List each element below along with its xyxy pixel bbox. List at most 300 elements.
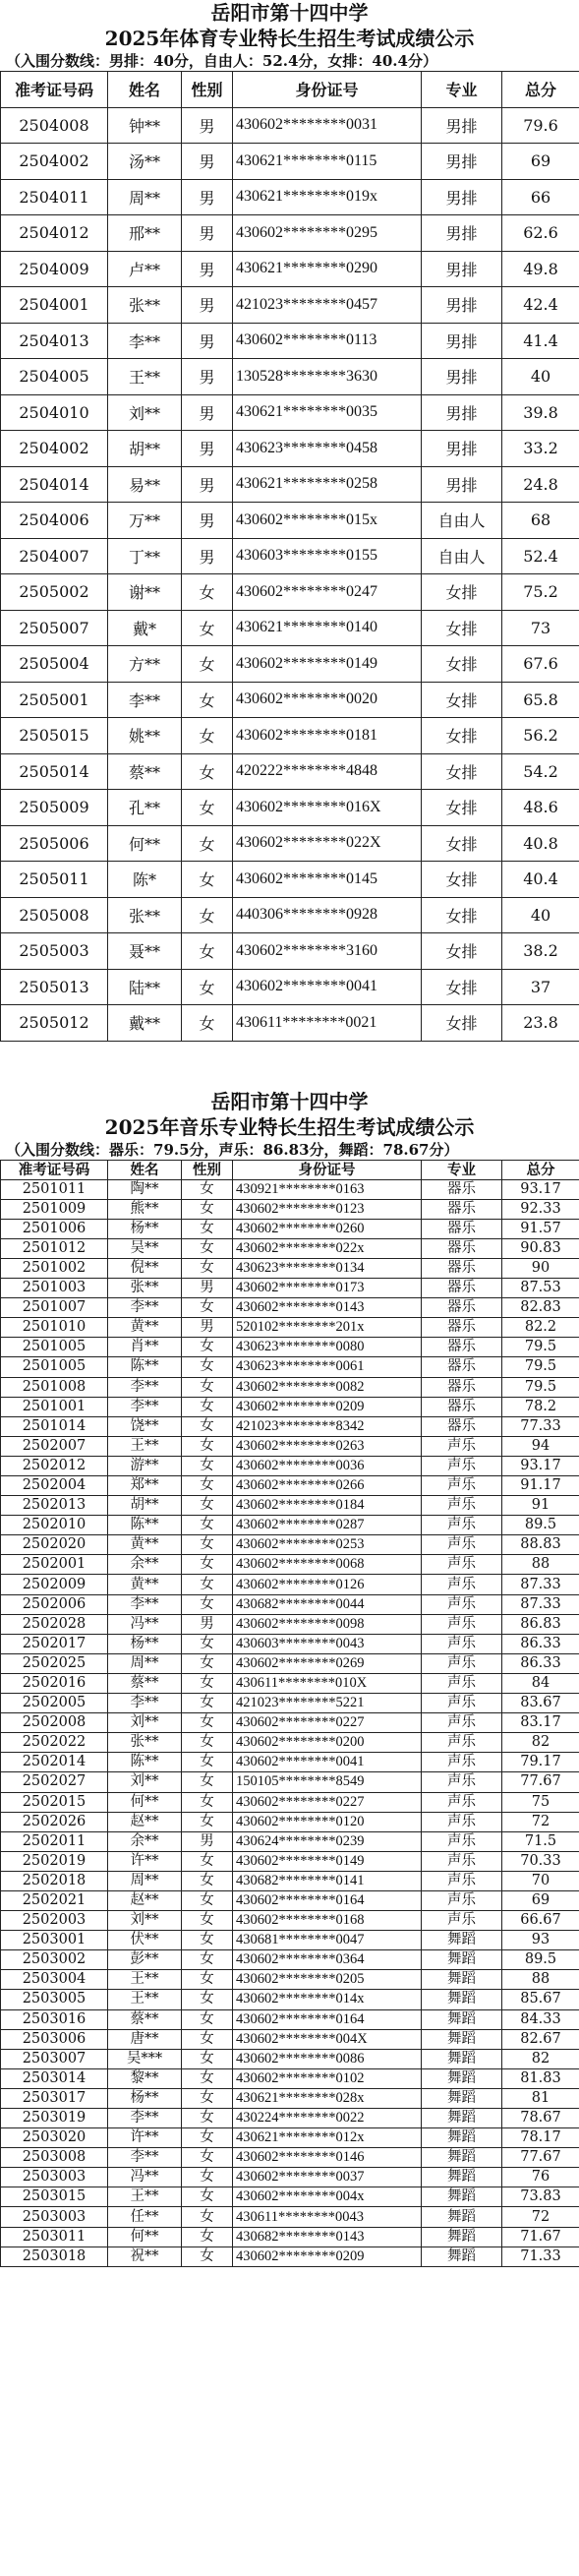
gender-cell: 女 <box>182 1179 233 1199</box>
major-cell: 舞蹈 <box>422 1970 502 1990</box>
table-row <box>1 1496 579 1516</box>
name-cell: 杨** <box>108 1219 182 1238</box>
id-number-cell: 430611********0043 <box>233 2207 422 2227</box>
name-cell: 孔** <box>108 790 182 826</box>
exam-no-cell: 2503007 <box>1 2049 108 2068</box>
major-cell: 声乐 <box>422 1694 502 1713</box>
id-number-cell: 430602********0247 <box>233 574 422 611</box>
major-cell: 器乐 <box>422 1338 502 1357</box>
table-row <box>1 2088 579 2108</box>
gender-cell: 女 <box>182 1694 233 1713</box>
id-number-cell: 430602********0068 <box>233 1555 422 1575</box>
score-cell: 72 <box>502 1812 579 1831</box>
gender-cell: 女 <box>182 2029 233 2049</box>
score-cell: 93.17 <box>502 1456 579 1475</box>
major-cell: 男排 <box>422 466 502 503</box>
table-row <box>1 1219 579 1238</box>
name-cell: 陶** <box>108 1179 182 1199</box>
major-cell: 器乐 <box>422 1258 502 1278</box>
gender-cell: 女 <box>182 1496 233 1516</box>
gender-cell: 女 <box>182 969 233 1005</box>
id-number-cell: 430921********0163 <box>233 1179 422 1199</box>
major-cell: 舞蹈 <box>422 1950 502 1970</box>
gender-cell: 女 <box>182 2009 233 2029</box>
music-header-row <box>1 1160 579 1179</box>
table-row <box>1 1931 579 1950</box>
id-number-cell: 430602********0037 <box>233 2168 422 2187</box>
id-number-cell: 430602********022X <box>233 825 422 862</box>
id-number-cell: 430224********0022 <box>233 2109 422 2128</box>
name-cell: 聂** <box>108 933 182 970</box>
name-cell: 李** <box>108 1377 182 1397</box>
sports-table <box>0 71 579 1042</box>
score-cell: 71.33 <box>502 2247 579 2266</box>
id-number-cell: 430602********0149 <box>233 646 422 683</box>
major-cell: 男排 <box>422 179 502 215</box>
score-cell: 75 <box>502 1792 579 1812</box>
exam-no-cell: 2502011 <box>1 1831 108 1851</box>
table-row <box>1 1831 579 1851</box>
exam-no-cell: 2503015 <box>1 2187 108 2207</box>
name-cell: 赵** <box>108 1890 182 1910</box>
gender-cell: 女 <box>182 1377 233 1397</box>
score-cell: 62.6 <box>502 215 579 252</box>
id-number-cell: 430602********016X <box>233 790 422 826</box>
major-cell: 男排 <box>422 107 502 144</box>
exam-no-cell: 2505013 <box>1 969 108 1005</box>
name-cell: 何** <box>108 2227 182 2247</box>
name-cell: 吴** <box>108 1238 182 1258</box>
gender-cell: 女 <box>182 1298 233 1318</box>
name-cell: 陆** <box>108 969 182 1005</box>
exam-no-cell: 2502008 <box>1 1713 108 1733</box>
major-cell: 舞蹈 <box>422 2009 502 2029</box>
name-cell: 黄** <box>108 1575 182 1594</box>
exam-no-cell: 2504014 <box>1 466 108 503</box>
major-cell: 声乐 <box>422 1812 502 1831</box>
score-cell: 24.8 <box>502 466 579 503</box>
exam-no-cell: 2501007 <box>1 1298 108 1318</box>
exam-no-cell: 2503008 <box>1 2148 108 2168</box>
exam-no-cell: 2503004 <box>1 1970 108 1990</box>
major-cell: 舞蹈 <box>422 2187 502 2207</box>
id-number-cell: 430602********3160 <box>233 933 422 970</box>
exam-no-cell: 2502007 <box>1 1436 108 1456</box>
id-number-cell: 430621********028x <box>233 2088 422 2108</box>
id-number-cell: 430602********0253 <box>233 1535 422 1555</box>
name-cell: 余** <box>108 1831 182 1851</box>
table-row <box>1 933 579 970</box>
name-cell: 王** <box>108 1990 182 2009</box>
major-cell: 器乐 <box>422 1238 502 1258</box>
id-number-cell: 430623********0134 <box>233 1258 422 1278</box>
major-cell: 声乐 <box>422 1831 502 1851</box>
major-cell: 舞蹈 <box>422 2148 502 2168</box>
exam-no-cell: 2504009 <box>1 251 108 287</box>
major-cell: 男排 <box>422 215 502 252</box>
id-number-cell: 430621********0290 <box>233 251 422 287</box>
table-row <box>1 1673 579 1693</box>
gender-cell: 女 <box>182 933 233 970</box>
exam-no-cell: 2503016 <box>1 2009 108 2029</box>
table-row <box>1 790 579 826</box>
score-cell: 71.5 <box>502 1831 579 1851</box>
gender-cell: 女 <box>182 1970 233 1990</box>
exam-no-cell: 2504013 <box>1 323 108 359</box>
table-row <box>1 1990 579 2009</box>
major-cell: 声乐 <box>422 1456 502 1475</box>
major-cell: 女排 <box>422 610 502 646</box>
id-number-cell: 430602********022x <box>233 1238 422 1258</box>
gender-cell: 女 <box>182 825 233 862</box>
table-row <box>1 1970 579 1990</box>
sports-section <box>0 0 579 1042</box>
exam-no-cell: 2503019 <box>1 2109 108 2128</box>
major-cell: 女排 <box>422 682 502 718</box>
name-cell: 陈** <box>108 1753 182 1772</box>
score-cell: 91.57 <box>502 1219 579 1238</box>
gender-cell: 女 <box>182 610 233 646</box>
id-number-cell: 430602********0168 <box>233 1911 422 1931</box>
major-cell: 女排 <box>422 862 502 898</box>
name-cell: 余** <box>108 1555 182 1575</box>
score-cell: 92.33 <box>502 1199 579 1219</box>
gender-cell: 女 <box>182 790 233 826</box>
major-cell: 男排 <box>422 144 502 180</box>
score-cell: 90 <box>502 1258 579 1278</box>
major-cell: 舞蹈 <box>422 2247 502 2266</box>
major-cell: 器乐 <box>422 1199 502 1219</box>
table-row <box>1 646 579 683</box>
exam-no-cell: 2501012 <box>1 1238 108 1258</box>
score-cell: 40.8 <box>502 825 579 862</box>
exam-no-cell: 2501009 <box>1 1199 108 1219</box>
music-section <box>0 1089 579 2267</box>
score-cell: 66.67 <box>502 1911 579 1931</box>
exam-no-cell: 2501005 <box>1 1357 108 1377</box>
exam-no-cell: 2503001 <box>1 1931 108 1950</box>
exam-no-cell: 2502026 <box>1 1812 108 1831</box>
score-cell: 54.2 <box>502 753 579 790</box>
gender-cell: 女 <box>182 646 233 683</box>
id-number-cell: 421023********5221 <box>233 1694 422 1713</box>
id-number-cell: 430602********0295 <box>233 215 422 252</box>
table-row <box>1 1238 579 1258</box>
score-cell: 93 <box>502 1931 579 1950</box>
gender-cell: 女 <box>182 1673 233 1693</box>
id-number-cell: 430602********0041 <box>233 1753 422 1772</box>
table-row <box>1 1911 579 1931</box>
id-number-cell: 430602********0364 <box>233 1950 422 1970</box>
score-cell: 94 <box>502 1436 579 1456</box>
gender-cell: 女 <box>182 2088 233 2108</box>
table-row <box>1 610 579 646</box>
id-number-cell: 430602********0173 <box>233 1279 422 1298</box>
id-number-cell: 430602********0209 <box>233 1397 422 1416</box>
table-row <box>1 1476 579 1496</box>
name-cell: 李** <box>108 1694 182 1713</box>
name-cell: 陈** <box>108 1357 182 1377</box>
table-row <box>1 1258 579 1278</box>
id-number-cell: 430602********0082 <box>233 1377 422 1397</box>
table-row <box>1 1397 579 1416</box>
exam-no-cell: 2503003 <box>1 2207 108 2227</box>
major-cell: 声乐 <box>422 1713 502 1733</box>
id-number-cell: 430602********0184 <box>233 1496 422 1516</box>
table-row <box>1 1357 579 1377</box>
id-number-cell: 430621********019x <box>233 179 422 215</box>
id-number-cell: 430602********0098 <box>233 1614 422 1634</box>
id-number-cell: 430611********0021 <box>233 1005 422 1042</box>
name-cell: 胡** <box>108 431 182 467</box>
major-cell: 器乐 <box>422 1298 502 1318</box>
gender-cell: 男 <box>182 1318 233 1338</box>
score-cell: 23.8 <box>502 1005 579 1042</box>
name-cell: 郑** <box>108 1476 182 1496</box>
name-cell: 刘** <box>108 1911 182 1931</box>
major-cell: 女排 <box>422 574 502 611</box>
id-number-cell: 430621********012x <box>233 2128 422 2148</box>
gender-cell: 女 <box>182 1338 233 1357</box>
name-cell: 李** <box>108 1397 182 1416</box>
exam-no-cell: 2504002 <box>1 431 108 467</box>
gender-cell: 女 <box>182 2148 233 2168</box>
id-number-cell: 420222********4848 <box>233 753 422 790</box>
score-header: 总分 <box>502 1160 579 1179</box>
table-row <box>1 1851 579 1871</box>
gender-cell: 男 <box>182 323 233 359</box>
id-number-cell: 130528********3630 <box>233 359 422 395</box>
major-cell: 舞蹈 <box>422 1990 502 2009</box>
major-cell: 男排 <box>422 287 502 324</box>
id-number-cell: 430621********0258 <box>233 466 422 503</box>
id-number-cell: 430602********0145 <box>233 862 422 898</box>
score-cell: 76 <box>502 2168 579 2187</box>
major-cell: 声乐 <box>422 1476 502 1496</box>
gender-cell: 男 <box>182 251 233 287</box>
id-number-cell: 430682********0141 <box>233 1871 422 1890</box>
name-cell: 方** <box>108 646 182 683</box>
id-number-cell: 430602********0102 <box>233 2068 422 2088</box>
id-number-cell: 430602********0269 <box>233 1653 422 1673</box>
id-number-cell: 430602********0126 <box>233 1575 422 1594</box>
major-cell: 器乐 <box>422 1219 502 1238</box>
table-row <box>1 1713 579 1733</box>
gender-cell: 女 <box>182 1931 233 1950</box>
name-cell: 吴*** <box>108 2049 182 2068</box>
exam-no-cell: 2501003 <box>1 1279 108 1298</box>
score-cell: 69 <box>502 144 579 180</box>
gender-cell: 女 <box>182 897 233 933</box>
exam-no-cell: 2505004 <box>1 646 108 683</box>
exam-no-cell: 2505011 <box>1 862 108 898</box>
id-number-cell: 430602********004x <box>233 2187 422 2207</box>
exam-no-cell: 2504008 <box>1 107 108 144</box>
gender-cell: 女 <box>182 2247 233 2266</box>
name-cell: 易** <box>108 466 182 503</box>
gender-cell: 女 <box>182 1911 233 1931</box>
score-cell: 86.33 <box>502 1634 579 1653</box>
score-cell: 68 <box>502 503 579 539</box>
id-number-cell: 430602********0036 <box>233 1456 422 1475</box>
gender-header: 性别 <box>182 1160 233 1179</box>
major-cell: 声乐 <box>422 1792 502 1812</box>
score-cell: 71.67 <box>502 2227 579 2247</box>
table-row <box>1 2049 579 2068</box>
name-cell: 陈* <box>108 862 182 898</box>
gender-cell: 女 <box>182 2068 233 2088</box>
score-cell: 33.2 <box>502 431 579 467</box>
score-cell: 84.33 <box>502 2009 579 2029</box>
major-cell: 声乐 <box>422 1614 502 1634</box>
score-cell: 85.67 <box>502 1990 579 2009</box>
name-header: 姓名 <box>108 72 182 108</box>
exam-no-cell: 2505002 <box>1 574 108 611</box>
exam-no-cell: 2501005 <box>1 1338 108 1357</box>
gender-cell: 女 <box>182 1516 233 1535</box>
name-cell: 蔡** <box>108 2009 182 2029</box>
table-row <box>1 466 579 503</box>
gender-cell: 女 <box>182 2049 233 2068</box>
id-number-cell: 430623********0458 <box>233 431 422 467</box>
id-number-cell: 430602********0164 <box>233 2009 422 2029</box>
exam-no-cell: 2502022 <box>1 1733 108 1753</box>
major-cell: 舞蹈 <box>422 2128 502 2148</box>
score-cell: 87.33 <box>502 1594 579 1614</box>
id-number-cell: 430602********0181 <box>233 718 422 754</box>
table-row <box>1 107 579 144</box>
name-cell: 谢** <box>108 574 182 611</box>
exam-no-cell: 2502019 <box>1 1851 108 1871</box>
exam-no-cell: 2505015 <box>1 718 108 754</box>
exam-no-cell: 2503003 <box>1 2168 108 2187</box>
exam-no-cell: 2504010 <box>1 394 108 431</box>
id-number-cell: 430623********0080 <box>233 1338 422 1357</box>
major-cell: 舞蹈 <box>422 2168 502 2187</box>
major-cell: 声乐 <box>422 1436 502 1456</box>
major-cell: 声乐 <box>422 1496 502 1516</box>
name-cell: 赵** <box>108 1812 182 1831</box>
exam-no-cell: 2502017 <box>1 1634 108 1653</box>
sports-subtitle: 2025年体育专业特长生招生考试成绩公示 <box>104 27 475 50</box>
score-cell: 83.67 <box>502 1694 579 1713</box>
score-cell: 72 <box>502 2207 579 2227</box>
table-row <box>1 1179 579 1199</box>
major-cell: 声乐 <box>422 1871 502 1890</box>
name-cell: 李** <box>108 1594 182 1614</box>
gender-cell: 女 <box>182 1199 233 1219</box>
name-cell: 周** <box>108 1653 182 1673</box>
name-cell: 肖** <box>108 1338 182 1357</box>
table-row <box>1 1614 579 1634</box>
section-gap <box>0 1042 579 1089</box>
gender-cell: 男 <box>182 1614 233 1634</box>
major-cell: 声乐 <box>422 1673 502 1693</box>
name-cell: 黎** <box>108 2068 182 2088</box>
major-cell: 声乐 <box>422 1911 502 1931</box>
name-cell: 刘** <box>108 1713 182 1733</box>
table-row <box>1 1298 579 1318</box>
gender-cell: 女 <box>182 1772 233 1792</box>
name-cell: 游** <box>108 1456 182 1475</box>
table-row <box>1 897 579 933</box>
gender-cell: 女 <box>182 1416 233 1436</box>
score-cell: 86.83 <box>502 1614 579 1634</box>
score-cell: 38.2 <box>502 933 579 970</box>
major-cell: 声乐 <box>422 1772 502 1792</box>
table-row <box>1 969 579 1005</box>
score-cell: 70.33 <box>502 1851 579 1871</box>
major-cell: 自由人 <box>422 503 502 539</box>
major-cell: 女排 <box>422 969 502 1005</box>
table-row <box>1 503 579 539</box>
table-row <box>1 2109 579 2128</box>
gender-cell: 女 <box>182 1851 233 1871</box>
exam-no-cell: 2502028 <box>1 1614 108 1634</box>
table-row <box>1 1456 579 1475</box>
major-cell: 器乐 <box>422 1357 502 1377</box>
gender-cell: 女 <box>182 2168 233 2187</box>
gender-cell: 男 <box>182 359 233 395</box>
score-cell: 48.6 <box>502 790 579 826</box>
table-row <box>1 1575 579 1594</box>
id-number-cell: 430603********0043 <box>233 1634 422 1653</box>
major-cell: 舞蹈 <box>422 2088 502 2108</box>
table-row <box>1 1416 579 1436</box>
table-row <box>1 574 579 611</box>
exam-no-cell: 2505009 <box>1 790 108 826</box>
exam-no-cell: 2501002 <box>1 1258 108 1278</box>
score-cell: 91 <box>502 1496 579 1516</box>
id-number-cell: 430681********0047 <box>233 1931 422 1950</box>
exam-no-cell: 2505008 <box>1 897 108 933</box>
major-cell: 舞蹈 <box>422 2029 502 2049</box>
name-cell: 何** <box>108 825 182 862</box>
exam-no-cell: 2505001 <box>1 682 108 718</box>
score-cell: 91.17 <box>502 1476 579 1496</box>
id-number-cell: 440306********0928 <box>233 897 422 933</box>
gender-cell: 男 <box>182 215 233 252</box>
major-cell: 声乐 <box>422 1733 502 1753</box>
exam-no-cell: 2502021 <box>1 1890 108 1910</box>
gender-cell: 女 <box>182 1357 233 1377</box>
major-cell: 舞蹈 <box>422 1931 502 1950</box>
major-cell: 舞蹈 <box>422 2207 502 2227</box>
name-header: 姓名 <box>108 1160 182 1179</box>
table-row <box>1 2029 579 2049</box>
major-cell: 女排 <box>422 933 502 970</box>
exam-no-cell: 2502001 <box>1 1555 108 1575</box>
sports-header-row <box>1 72 579 108</box>
id-number-cell: 430602********0031 <box>233 107 422 144</box>
score-cell: 77.67 <box>502 1772 579 1792</box>
exam-no-cell: 2502013 <box>1 1496 108 1516</box>
name-cell: 王** <box>108 1970 182 1990</box>
major-cell: 男排 <box>422 323 502 359</box>
table-row <box>1 2128 579 2148</box>
name-cell: 任** <box>108 2207 182 2227</box>
exam-no-cell: 2504011 <box>1 179 108 215</box>
table-row <box>1 1279 579 1298</box>
score-cell: 73.83 <box>502 2187 579 2207</box>
table-row <box>1 323 579 359</box>
major-cell: 器乐 <box>422 1318 502 1338</box>
exam-no-cell: 2501011 <box>1 1179 108 1199</box>
table-row <box>1 753 579 790</box>
name-cell: 戴* <box>108 610 182 646</box>
sports-title: 岳阳市第十四中学 <box>210 1 369 25</box>
id-number-cell: 430602********0205 <box>233 1970 422 1990</box>
